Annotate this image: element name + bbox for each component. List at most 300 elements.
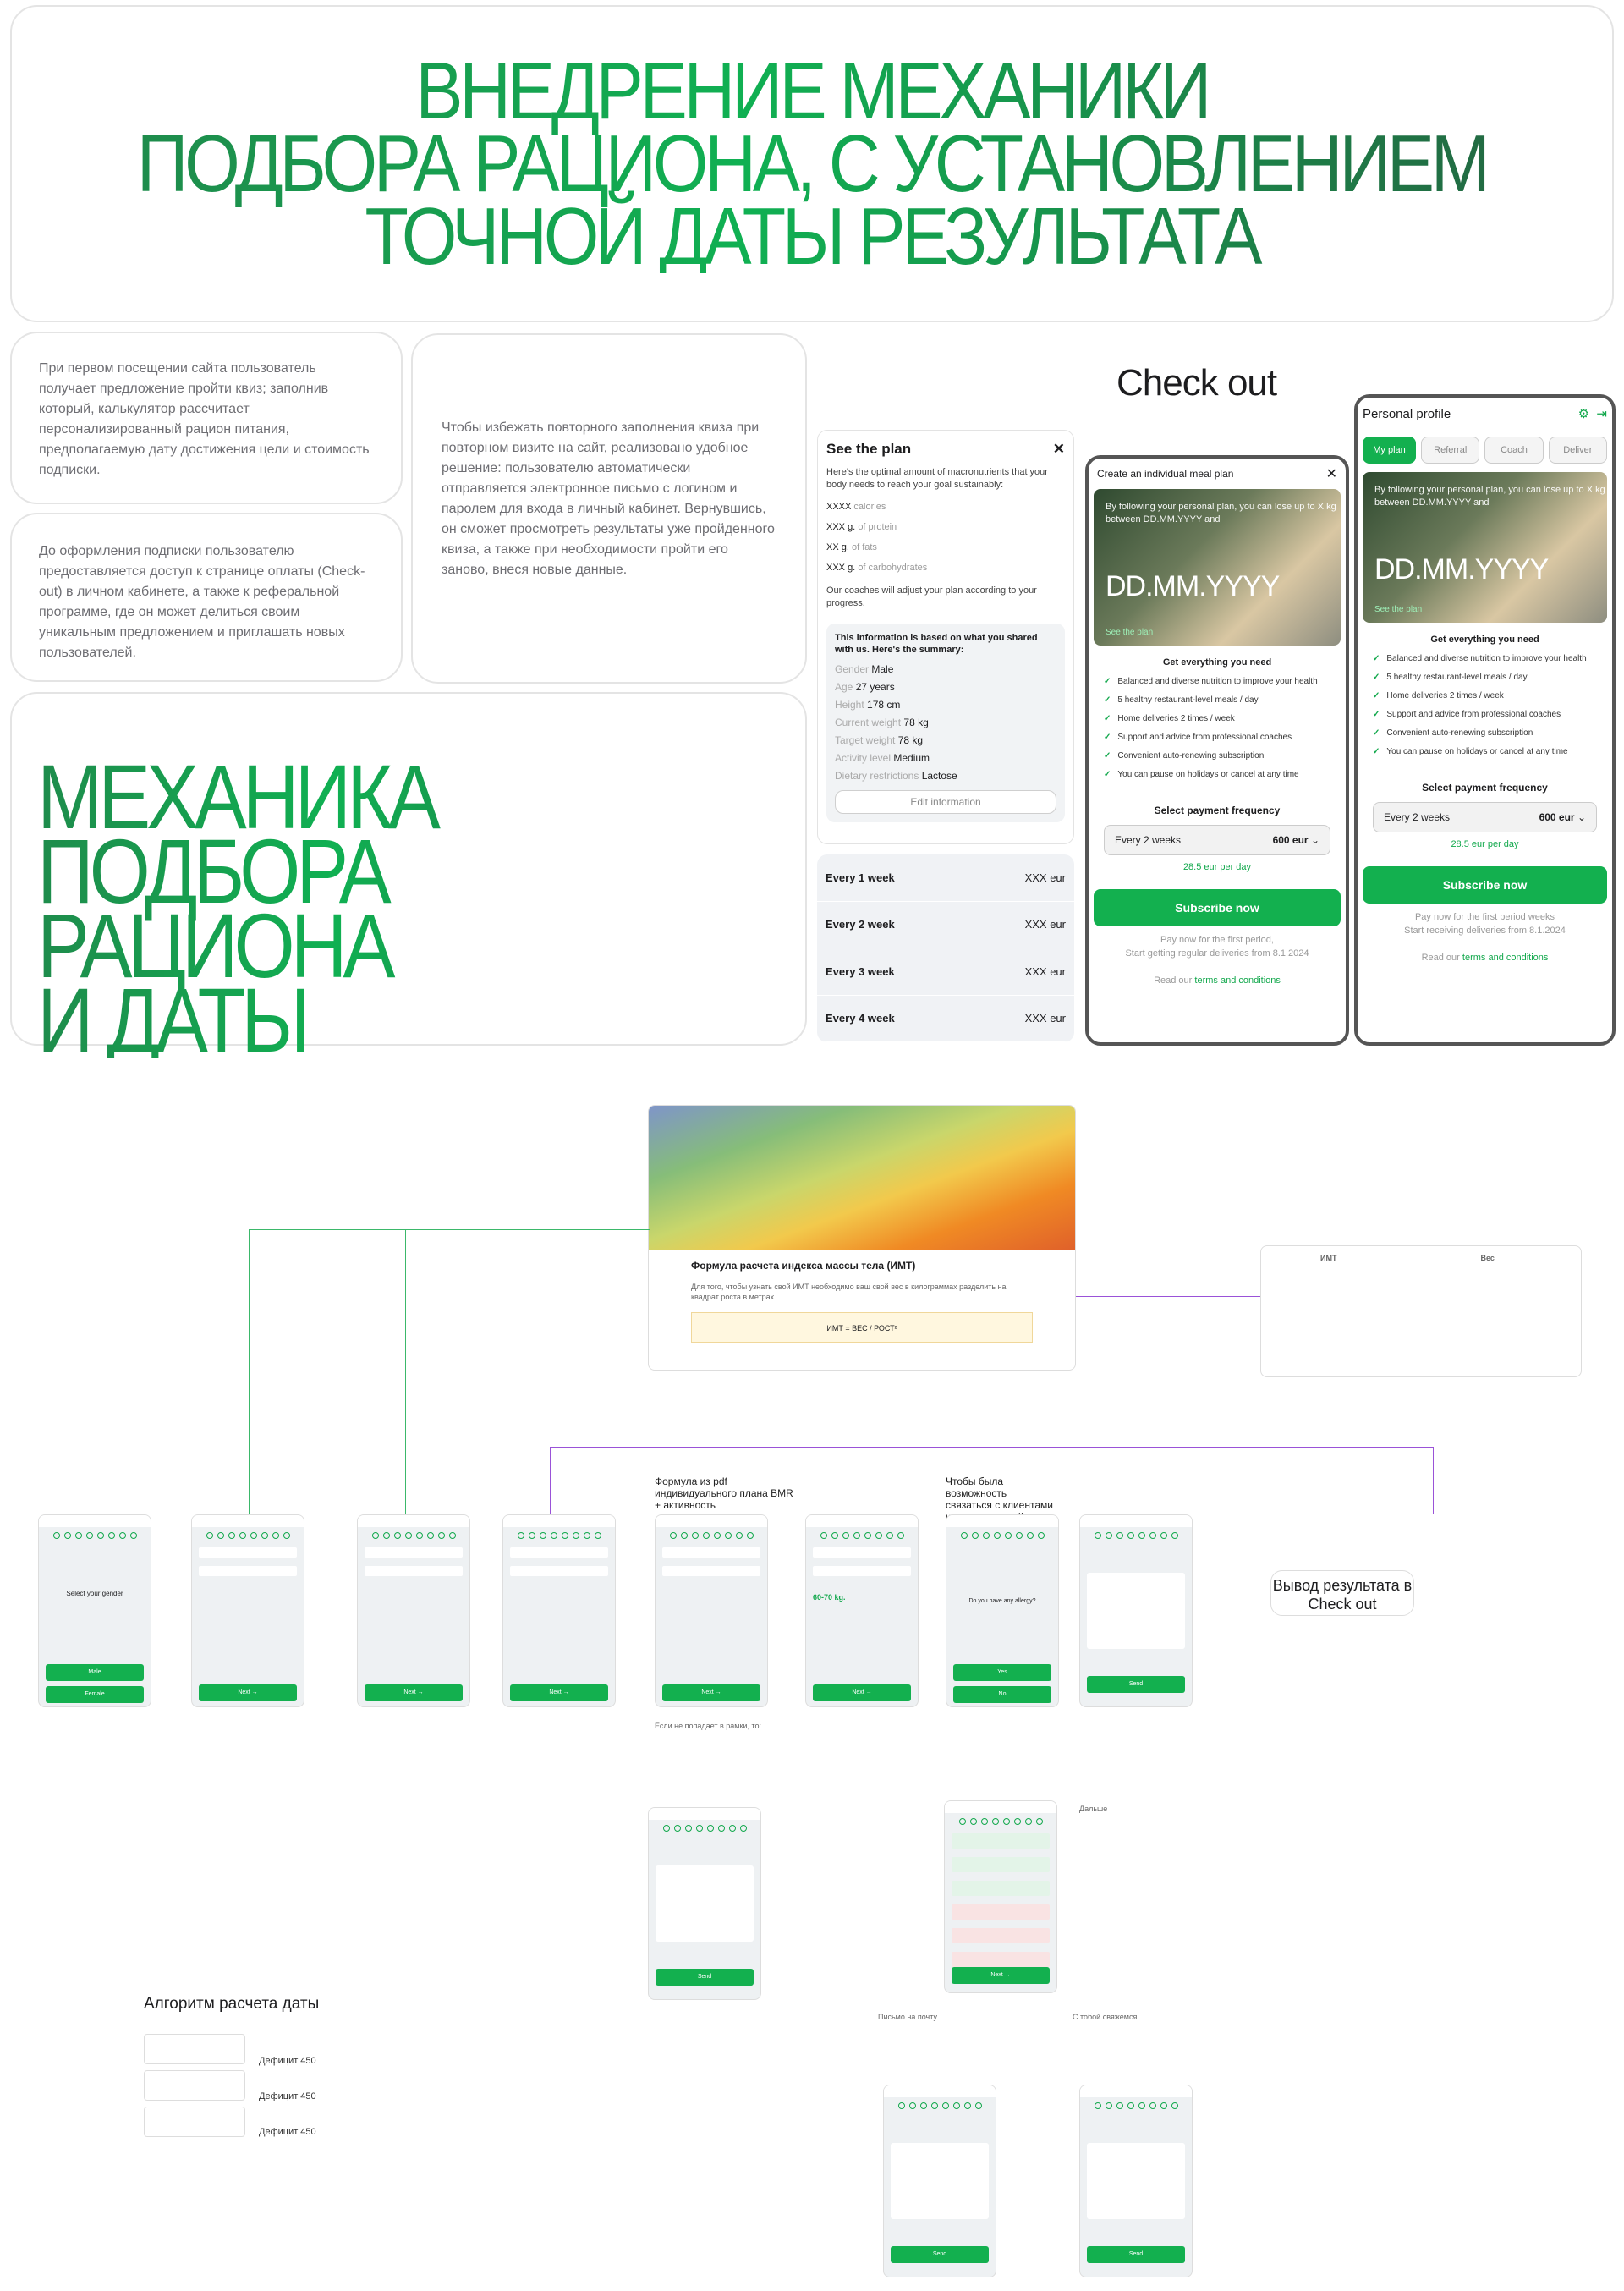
- progress-dot: [909, 2102, 916, 2109]
- quiz-screen-bar: [39, 1515, 151, 1527]
- progress-dot: [670, 1532, 677, 1539]
- quiz-screen-bar: [946, 1515, 1058, 1527]
- progress-dot: [1106, 1532, 1112, 1539]
- see-plan-title: See the plan: [826, 441, 912, 457]
- progress-dot: [983, 1532, 990, 1539]
- progress-dot: [1149, 2102, 1156, 2109]
- feature-item: ✓ Support and advice from professional coaches: [1104, 728, 1330, 747]
- allergy-prompt: Do you have any allergy?: [968, 1598, 1036, 1604]
- hero-photo: [1094, 489, 1341, 646]
- pay-note-1: Pay now for the first period weeks: [1414, 912, 1555, 922]
- quiz-screen: [805, 1514, 919, 1707]
- feature-item: ✓ Balanced and diverse nutrition to improve your health: [1104, 673, 1330, 691]
- summary-key: Dietary restrictions: [835, 770, 919, 782]
- features-block: [1358, 623, 1612, 761]
- progress-dot: [562, 1532, 568, 1539]
- close-icon[interactable]: ✕: [1052, 441, 1065, 457]
- promo-text: By following your personal plan, you can lose up to X kg between DD.MM.YYYY and: [1106, 502, 1336, 525]
- terms-link[interactable]: terms and conditions: [1462, 953, 1549, 963]
- subscription-text: До оформления подписки пользователю предоставляется доступ к странице оплаты (Check-out) в личном кабинете, а также к реферальной программе, где он может делиться своим уникальным предложением и приглашать новых пользователей.: [39, 544, 365, 660]
- macro-value: XXX g.: [826, 522, 856, 532]
- send-button[interactable]: Send: [656, 1969, 754, 1986]
- macro-unit: calories: [853, 502, 886, 512]
- bmi-heatmap: [649, 1106, 1075, 1250]
- frequency-select[interactable]: [1373, 802, 1597, 832]
- progress-dot: [714, 1532, 721, 1539]
- progress-dots: [358, 1532, 469, 1539]
- summary-value: 78 kg: [897, 734, 924, 746]
- quiz-screen: [191, 1514, 304, 1707]
- progress-dot: [1138, 1532, 1145, 1539]
- quiz-screen-bar: [945, 1801, 1056, 1813]
- progress-dot: [261, 1532, 268, 1539]
- progress-dot: [1036, 1818, 1043, 1825]
- contact-us-note: С тобой свяжемся: [1073, 2013, 1138, 2021]
- macro-value: XXXX: [826, 502, 852, 512]
- features-list: [1373, 650, 1597, 761]
- progress-dot: [725, 1532, 732, 1539]
- target-date: DD.MM.YYYY: [1374, 553, 1549, 585]
- summary-heading: This information is based on what you shared with us. Here's the summary:: [835, 633, 1038, 655]
- quiz-screen-bar: [649, 1808, 760, 1820]
- freq-value: Every 2 weeks: [1115, 834, 1182, 846]
- progress-dot: [920, 2102, 927, 2109]
- progress-dot: [584, 1532, 590, 1539]
- macro-value: XXX g.: [826, 563, 856, 573]
- progress-dot: [1005, 1532, 1012, 1539]
- summary-row: [835, 679, 1056, 696]
- first-visit-text: При первом посещении сайта пользователь получает предложение пройти квиз; заполнив который, калькулятор рассчитает персонализированный рацион питания, предполагаемую дату достижения цели и стоимость подписки.: [39, 361, 370, 477]
- terms-link[interactable]: terms and conditions: [1194, 975, 1281, 986]
- progress-dot: [1149, 1532, 1156, 1539]
- progress-dot: [953, 2102, 960, 2109]
- summary-value: 78 kg: [903, 717, 929, 728]
- progress-dot: [1116, 2102, 1123, 2109]
- see-plan-link[interactable]: See the plan: [1374, 605, 1423, 614]
- allergy-option[interactable]: [952, 1928, 1050, 1943]
- quiz-screen: [38, 1514, 151, 1707]
- meal-plan-title: Create an individual meal plan: [1097, 468, 1234, 480]
- input-field[interactable]: [199, 1547, 297, 1558]
- quiz-screen-bar: [656, 1515, 767, 1527]
- progress-dot: [1127, 2102, 1134, 2109]
- no-button[interactable]: No: [953, 1686, 1051, 1703]
- input-field[interactable]: [365, 1547, 463, 1558]
- frequency-option[interactable]: [817, 902, 1074, 949]
- frequency-select[interactable]: [1104, 825, 1330, 855]
- bmi-title: Формула расчета индекса массы тела (ИМТ): [691, 1260, 916, 1272]
- hero-photo: [1363, 472, 1607, 623]
- progress-dots: [945, 1818, 1056, 1825]
- progress-dot: [961, 1532, 968, 1539]
- progress-dot: [842, 1532, 849, 1539]
- progress-dot: [53, 1532, 60, 1539]
- frequency-list: [817, 854, 1074, 1042]
- progress-dot: [64, 1532, 71, 1539]
- progress-dot: [119, 1532, 126, 1539]
- payment-heading: Select payment frequency: [1154, 805, 1281, 816]
- feature-item: ✓ Balanced and diverse nutrition to improve your health: [1373, 650, 1597, 668]
- frequency-option[interactable]: [817, 996, 1074, 1043]
- send-button[interactable]: Send: [1087, 1676, 1185, 1693]
- payment-note: [1358, 910, 1612, 937]
- gear-icon[interactable]: ⚙: [1577, 407, 1590, 421]
- progress-dot: [228, 1532, 235, 1539]
- progress-dots: [1080, 1532, 1192, 1539]
- kg-range: 60-70 kg.: [813, 1593, 846, 1602]
- input-field[interactable]: [365, 1566, 463, 1576]
- edit-information-button[interactable]: Edit information: [835, 790, 1056, 814]
- quiz-screen: [502, 1514, 616, 1707]
- progress-dot: [897, 1532, 904, 1539]
- progress-dots: [656, 1532, 767, 1539]
- progress-dot: [1095, 2102, 1101, 2109]
- bmr-note: Формула из pdf индивидуального плана BMR + активность: [655, 1475, 793, 1511]
- frequency-label: Every 4 week: [826, 1012, 895, 1025]
- progress-dot: [1116, 1532, 1123, 1539]
- next-button[interactable]: Next →: [813, 1684, 911, 1701]
- send-button[interactable]: Send: [1087, 2246, 1185, 2263]
- progress-dot: [518, 1532, 524, 1539]
- summary-key: Activity level: [835, 752, 892, 764]
- input-field[interactable]: [662, 1547, 760, 1558]
- progress-dot: [696, 1825, 703, 1832]
- progress-dot: [449, 1532, 456, 1539]
- input-field[interactable]: [813, 1566, 911, 1576]
- progress-dot: [972, 1532, 979, 1539]
- per-day-price: 28.5 eur per day: [1182, 862, 1252, 872]
- progress-dot: [1003, 1818, 1010, 1825]
- progress-dot: [1171, 1532, 1178, 1539]
- progress-dot: [931, 2102, 938, 2109]
- quiz-screen-bar: [884, 2085, 996, 2097]
- tab-deliver[interactable]: Deliver: [1549, 437, 1607, 464]
- progress-dot: [573, 1532, 579, 1539]
- progress-dot: [1016, 1532, 1023, 1539]
- progress-dot: [372, 1532, 379, 1539]
- tab-my-plan[interactable]: My plan: [1363, 437, 1416, 464]
- feature-item: ✓ You can pause on holidays or cancel at any time: [1373, 743, 1597, 761]
- terms-line: [1358, 953, 1612, 963]
- algo-box: [144, 2034, 245, 2064]
- progress-dot: [959, 1818, 966, 1825]
- progress-dot: [707, 1825, 714, 1832]
- gender-prompt: Select your gender: [66, 1590, 123, 1597]
- progress-dot: [1106, 2102, 1112, 2109]
- quiz-screen: [946, 1514, 1059, 1707]
- progress-dot: [981, 1818, 988, 1825]
- progress-dots: [806, 1532, 918, 1539]
- next-button[interactable]: Next →: [510, 1684, 608, 1701]
- frequency-label: Every 3 week: [826, 964, 895, 978]
- summary-row: [835, 661, 1056, 679]
- frequency-option[interactable]: [817, 854, 1074, 902]
- feature-item: ✓ 5 healthy restaurant-level meals / day: [1104, 691, 1330, 710]
- bmi-table: [1260, 1245, 1582, 1377]
- form-panel: [1087, 2143, 1185, 2219]
- progress-dot: [217, 1532, 224, 1539]
- feature-item: ✓ Home deliveries 2 times / week: [1373, 687, 1597, 706]
- tab-referral[interactable]: Referral: [1421, 437, 1479, 464]
- progress-dots: [39, 1532, 151, 1539]
- algo-box: [144, 2070, 245, 2101]
- frequency-price: XXX eur: [1024, 918, 1066, 931]
- subscription-card: [10, 513, 403, 682]
- progress-dot: [97, 1532, 104, 1539]
- progress-dots: [1080, 2102, 1192, 2109]
- pay-note-1: Pay now for the first period,: [1160, 935, 1274, 945]
- profile-tabs: [1358, 437, 1612, 464]
- progress-dot: [674, 1825, 681, 1832]
- freq-price: 600 eur: [1539, 811, 1575, 823]
- progress-dot: [75, 1532, 82, 1539]
- result-bubble: Вывод результата в Check out: [1270, 1570, 1414, 1616]
- male-button[interactable]: Male: [46, 1664, 144, 1681]
- progress-dot: [1138, 2102, 1145, 2109]
- progress-dot: [692, 1532, 699, 1539]
- feature-item: ✓ Home deliveries 2 times / week: [1104, 710, 1330, 728]
- progress-dot: [1038, 1532, 1045, 1539]
- form-panel: [891, 2143, 989, 2219]
- progress-dot: [1095, 1532, 1101, 1539]
- macro-value: XX g.: [826, 542, 849, 552]
- deficit-label: Дефицит 450: [259, 2091, 316, 2101]
- mechanics-title: [37, 745, 698, 1071]
- features-heading: Get everything you need: [1430, 635, 1539, 645]
- summary-value: 27 years: [855, 681, 895, 693]
- summary-list: [835, 661, 1056, 785]
- next-button[interactable]: Next →: [365, 1684, 463, 1701]
- feature-item: ✓ Convenient auto-renewing subscription: [1104, 747, 1330, 766]
- close-icon[interactable]: ✕: [1325, 467, 1337, 481]
- progress-dot: [1127, 1532, 1134, 1539]
- progress-dot: [975, 2102, 982, 2109]
- frequency-label: Every 1 week: [826, 871, 895, 884]
- feature-item: ✓ 5 healthy restaurant-level meals / day: [1373, 668, 1597, 687]
- summary-row: [835, 696, 1056, 714]
- input-field[interactable]: [510, 1566, 608, 1576]
- progress-dot: [942, 2102, 949, 2109]
- profile-phone: [1354, 394, 1616, 1046]
- macro-unit: of carbohydrates: [858, 563, 928, 573]
- letter-note: Письмо на почту: [878, 2013, 937, 2021]
- progress-dot: [994, 1532, 1001, 1539]
- progress-dot: [964, 2102, 971, 2109]
- terms-prefix: Read our: [1421, 953, 1460, 963]
- quiz-screen: [1079, 2085, 1193, 2277]
- progress-dot: [970, 1818, 977, 1825]
- progress-dot: [272, 1532, 279, 1539]
- tab-coach[interactable]: Coach: [1484, 437, 1543, 464]
- progress-dot: [685, 1825, 692, 1832]
- flow-line: [405, 1229, 406, 1520]
- features-list: [1104, 673, 1330, 784]
- payment-heading: Select payment frequency: [1422, 782, 1548, 794]
- input-field[interactable]: [510, 1547, 608, 1558]
- bmi-col-2: Вес: [1480, 1254, 1495, 1262]
- repeat-visit-text: Чтобы избежать повторного заполнения квиза при повторном визите на сайт, реализовано удобное решение: пользователю автоматически отправляется электронное письмо с логином и паролем для входа в личный кабинет. Вернувшись, он сможет просмотреть результаты уже пройденного квиза, а также при необходимости пройти его заново, внеся новые данные.: [442, 420, 775, 577]
- macro-unit: of protein: [858, 522, 897, 532]
- terms-prefix: Read our: [1154, 975, 1193, 986]
- progress-dot: [438, 1532, 445, 1539]
- progress-dots: [192, 1532, 304, 1539]
- input-field[interactable]: [199, 1566, 297, 1576]
- quiz-screen-bar: [1080, 1515, 1192, 1527]
- summary-value: Lactose: [921, 770, 957, 782]
- input-field[interactable]: [813, 1547, 911, 1558]
- progress-dot: [551, 1532, 557, 1539]
- progress-dot: [416, 1532, 423, 1539]
- allergy-option[interactable]: [952, 1881, 1050, 1896]
- subscribe-button[interactable]: Subscribe now: [1363, 866, 1607, 904]
- logout-icon[interactable]: ⇥: [1596, 407, 1607, 421]
- progress-dot: [703, 1532, 710, 1539]
- flow-line: [1076, 1296, 1260, 1297]
- freq-price: 600 eur: [1272, 834, 1309, 846]
- repeat-visit-card: [411, 333, 807, 684]
- frequency-price: XXX eur: [1024, 1012, 1066, 1025]
- progress-dot: [875, 1532, 882, 1539]
- quiz-screen: [648, 1807, 761, 2000]
- allergy-option[interactable]: [952, 1904, 1050, 1920]
- target-date: DD.MM.YYYY: [1106, 570, 1280, 602]
- per-day-price: 28.5 eur per day: [1451, 839, 1519, 849]
- progress-dot: [427, 1532, 434, 1539]
- female-button[interactable]: Female: [46, 1686, 144, 1703]
- summary-value: Medium: [893, 752, 930, 764]
- hero-line-1: ВНЕДРЕНИЕ МЕХАНИКИ: [415, 45, 1209, 136]
- progress-dot: [864, 1532, 871, 1539]
- deficit-label: Дефицит 450: [259, 2056, 316, 2066]
- form-panel: [1087, 1573, 1185, 1649]
- allergy-option[interactable]: [952, 1833, 1050, 1849]
- bmi-formula: ИМТ = ВЕС / РОСТ²: [691, 1312, 1033, 1343]
- quiz-screen-bar: [1080, 2085, 1192, 2097]
- promo-text: By following your personal plan, you can lose up to X kg between DD.MM.YYYY and: [1374, 485, 1605, 508]
- summary-value: Male: [871, 663, 894, 675]
- pay-note-2: Start receiving deliveries from 8.1.2024: [1404, 926, 1566, 936]
- macro-list: [826, 502, 1065, 573]
- summary-row: [835, 732, 1056, 750]
- progress-dot: [206, 1532, 213, 1539]
- algorithm-title: Алгоритм расчета даты: [144, 1995, 320, 2013]
- macro-unit: of fats: [851, 542, 877, 552]
- input-field[interactable]: [662, 1566, 760, 1576]
- quiz-screen: [655, 1514, 768, 1707]
- send-button[interactable]: Send: [891, 2246, 989, 2263]
- progress-dot: [729, 1825, 736, 1832]
- allergy-option[interactable]: [952, 1952, 1050, 1967]
- progress-dot: [1160, 2102, 1167, 2109]
- frequency-option[interactable]: [817, 948, 1074, 996]
- progress-dot: [108, 1532, 115, 1539]
- see-plan-intro: Here's the optimal amount of macronutrients that your body needs to reach your goal sustainably:: [826, 467, 1048, 490]
- summary-key: Age: [835, 681, 853, 693]
- progress-dot: [831, 1532, 838, 1539]
- chevron-down-icon: ⌄: [1310, 834, 1320, 846]
- progress-dots: [946, 1532, 1058, 1539]
- progress-dot: [718, 1825, 725, 1832]
- mechanics-card: [10, 692, 807, 1071]
- hero-card: [10, 5, 1614, 322]
- progress-dot: [740, 1825, 747, 1832]
- deficit-label: Дефицит 450: [259, 2127, 316, 2137]
- progress-dot: [130, 1532, 137, 1539]
- quiz-screen: [1079, 1514, 1193, 1707]
- macro-row: [826, 502, 1065, 512]
- summary-row: [835, 767, 1056, 785]
- mechanics-line-2: ПОДБОРА РАЦИОНА: [37, 820, 392, 997]
- progress-dot: [736, 1532, 743, 1539]
- quiz-screen: [357, 1514, 470, 1707]
- coaches-note: Our coaches will adjust your plan according to your progress.: [826, 585, 1037, 608]
- progress-dot: [820, 1532, 827, 1539]
- checkout-phone: [1085, 455, 1349, 1046]
- allergy-option[interactable]: [952, 1857, 1050, 1872]
- frequency-label: Every 2 week: [826, 918, 895, 931]
- chevron-down-icon: ⌄: [1577, 811, 1586, 823]
- features-heading: Get everything you need: [1162, 657, 1272, 668]
- progress-dot: [886, 1532, 893, 1539]
- bmi-desc: Для того, чтобы узнать свой ИМТ необходимо ваш свой вес в килограммах разделить на квадрат роста в метрах.: [691, 1283, 1007, 1301]
- next-button[interactable]: Next →: [662, 1684, 760, 1701]
- frequency-price: XXX eur: [1024, 871, 1066, 884]
- progress-dot: [540, 1532, 546, 1539]
- next-button[interactable]: Next →: [199, 1684, 297, 1701]
- next-button[interactable]: Next →: [952, 1967, 1050, 1984]
- summary-key: Current weight: [835, 717, 902, 728]
- summary-value: 178 cm: [867, 699, 901, 711]
- profile-title: Personal profile: [1363, 406, 1451, 421]
- feature-item: ✓ You can pause on holidays or cancel at any time: [1104, 766, 1330, 784]
- hero-title: [137, 45, 1487, 282]
- see-plan-link[interactable]: See the plan: [1106, 628, 1154, 637]
- progress-dots: [503, 1532, 615, 1539]
- checkout-heading: Check out: [1116, 362, 1277, 404]
- progress-dot: [239, 1532, 246, 1539]
- progress-dot: [86, 1532, 93, 1539]
- form-panel: [656, 1865, 754, 1942]
- progress-dot: [898, 2102, 905, 2109]
- yes-button[interactable]: Yes: [953, 1664, 1051, 1681]
- quiz-screen-bar: [503, 1515, 615, 1527]
- summary-key: Target weight: [835, 734, 896, 746]
- first-visit-card: [10, 332, 403, 504]
- mechanics-line-3: И ДАТЫ: [37, 969, 307, 1071]
- pay-note-2: Start getting regular deliveries from 8.1.2024: [1125, 948, 1309, 959]
- progress-dot: [1025, 1818, 1032, 1825]
- summary-key: Height: [835, 699, 864, 711]
- freq-value: Every 2 weeks: [1384, 811, 1451, 823]
- subscribe-button[interactable]: Subscribe now: [1094, 889, 1341, 926]
- payment-note: [1089, 933, 1346, 960]
- progress-dots: [884, 2102, 996, 2109]
- progress-dot: [405, 1532, 412, 1539]
- progress-dot: [250, 1532, 257, 1539]
- feature-item: ✓ Support and advice from professional coaches: [1373, 706, 1597, 724]
- features-block: [1089, 646, 1346, 784]
- see-plan-panel: [817, 430, 1074, 844]
- progress-dot: [529, 1532, 535, 1539]
- progress-dot: [853, 1532, 860, 1539]
- progress-dot: [1014, 1818, 1021, 1825]
- progress-dot: [663, 1825, 670, 1832]
- progress-dot: [747, 1532, 754, 1539]
- feature-item: ✓ Convenient auto-renewing subscription: [1373, 724, 1597, 743]
- summary-box: [826, 624, 1065, 822]
- progress-dot: [681, 1532, 688, 1539]
- mechanics-line-1: МЕХАНИКА: [37, 745, 436, 848]
